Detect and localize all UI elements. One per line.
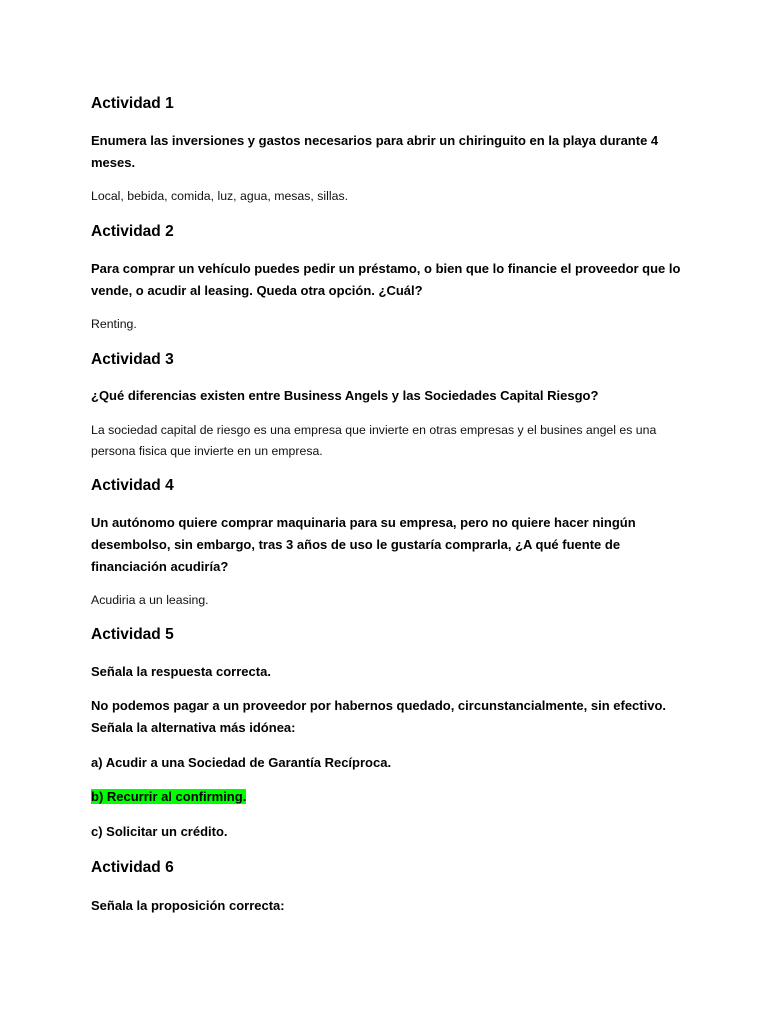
activity-1: [91, 92, 691, 116]
activity-5-option-b-highlighted: b) Recurrir al confirming.: [91, 789, 247, 804]
activity-1-answer-wrap: [91, 186, 691, 207]
activity-3-answer: La sociedad capital de riesgo es una empresa que invierte en otras empresas y el busines angel es una persona fisica que invierte en un empresa.: [91, 423, 657, 458]
activity-1-title: Actividad 1: [91, 95, 174, 112]
activity-4-question-wrap: [91, 512, 671, 578]
activity-6: [91, 856, 691, 880]
activity-5-question: No podemos pagar a un proveedor por habernos quedado, circunstancialmente, sin efectivo. Señala la alternativa más idónea:: [91, 698, 667, 735]
activity-5-question-wrap: [91, 695, 681, 739]
activity-5-option-a: a) Acudir a una Sociedad de Garantía Recíproca.: [91, 755, 392, 770]
activity-2-question-wrap: [91, 258, 681, 302]
activity-5-option-c-wrap: [91, 821, 691, 843]
activity-2: [91, 220, 691, 244]
activity-1-question-wrap: [91, 130, 671, 174]
activity-5-instruction-wrap: [91, 661, 691, 683]
activity-3-answer-wrap: [91, 420, 681, 462]
activity-6-instruction-wrap: [91, 895, 691, 917]
activity-5-option-c: c) Solicitar un crédito.: [91, 824, 228, 839]
activity-2-answer-wrap: [91, 314, 691, 335]
activity-3-question: ¿Qué diferencias existen entre Business Angels y las Sociedades Capital Riesgo?: [91, 388, 599, 403]
activity-3: [91, 348, 691, 372]
activity-5-title: Actividad 5: [91, 626, 174, 643]
activity-3-question-wrap: [91, 385, 691, 407]
activity-4-title: Actividad 4: [91, 477, 174, 494]
activity-2-question: Para comprar un vehículo puedes pedir un préstamo, o bien que lo financie el proveedor que lo vende, o acudir al leasing. Queda otra opción. ¿Cuál?: [91, 261, 681, 298]
activity-2-answer: Renting.: [91, 317, 137, 331]
activity-4: [91, 474, 691, 498]
activity-1-answer: Local, bebida, comida, luz, agua, mesas, sillas.: [91, 189, 349, 203]
activity-4-answer: Acudiria a un leasing.: [91, 593, 209, 607]
activity-5-instruction: Señala la respuesta correcta.: [91, 664, 271, 679]
activity-5: [91, 623, 691, 647]
activity-6-instruction: Señala la proposición correcta:: [91, 898, 285, 913]
activity-4-question: Un autónomo quiere comprar maquinaria para su empresa, pero no quiere hacer ningún desembolso, sin embargo, tras 3 años de uso le gustaría comprarla, ¿A qué fuente de financiación acudiría?: [91, 515, 636, 574]
activity-5-option-a-wrap: [91, 752, 691, 774]
activity-3-title: Actividad 3: [91, 351, 174, 368]
activity-6-title: Actividad 6: [91, 859, 174, 876]
activity-5-option-b-wrap: [91, 786, 691, 808]
activity-1-question: Enumera las inversiones y gastos necesarios para abrir un chiringuito en la playa durante 4 meses.: [91, 133, 659, 170]
activity-4-answer-wrap: [91, 590, 691, 611]
activity-2-title: Actividad 2: [91, 223, 174, 240]
